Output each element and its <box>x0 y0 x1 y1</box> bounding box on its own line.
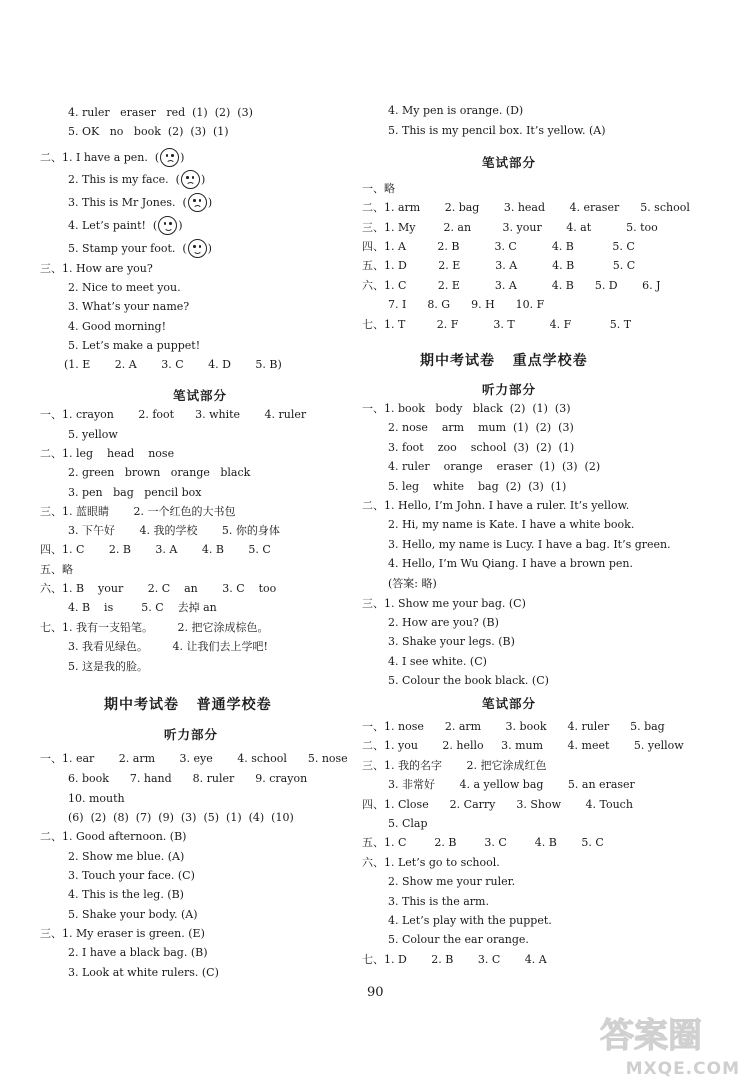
answer-line: 5. Colour the ear orange. <box>388 933 529 946</box>
answer-line: 七、1. D 2. B 3. C 4. A <box>362 953 547 966</box>
answer-line: 二、1. I have a pen. ( ) <box>40 148 184 167</box>
answer-line: 一、1. book body black (2) (1) (3) <box>362 402 571 415</box>
section-heading: 期中考试卷 重点学校卷 <box>420 353 588 369</box>
answer-line: 三、1. My 2. an 3. your 4. at 5. too <box>362 221 658 234</box>
answer-line: 4. Hello, I’m Wu Qiang. I have a brown pen. <box>388 557 633 570</box>
answer-line: 2. I have a black bag. (B) <box>68 946 208 959</box>
answer-line: 二、1. Good afternoon. (B) <box>40 830 187 843</box>
answer-line: 4. Good morning! <box>68 320 167 333</box>
answer-line: 5. leg white bag (2) (3) (1) <box>388 480 567 493</box>
answer-line: 3. 我看见绿色。 4. 让我们去上学吧! <box>68 640 268 653</box>
answer-line: 四、1. A 2. B 3. C 4. B 5. C <box>362 240 635 253</box>
answer-line: 4. ruler eraser red (1) (2) (3) <box>68 106 253 119</box>
answer-line: 5. 这是我的脸。 <box>68 660 148 673</box>
section-heading: 听力部分 <box>164 727 219 742</box>
answer-line: 一、1. crayon 2. foot 3. white 4. ruler <box>40 408 307 421</box>
answer-line: 5. Let’s make a puppet! <box>68 339 201 352</box>
answer-line: 四、1. C 2. B 3. A 4. B 5. C <box>40 543 271 556</box>
answer-line: 4. My pen is orange. (D) <box>388 104 524 117</box>
answer-line: 10. mouth <box>68 792 125 805</box>
answer-line: 六、1. Let’s go to school. <box>362 856 500 869</box>
answer-line: 3. Shake your legs. (B) <box>388 635 515 648</box>
answer-line: (1. E 2. A 3. C 4. D 5. B) <box>64 358 282 371</box>
answer-line: 三、1. Show me your bag. (C) <box>362 597 526 610</box>
answer-line: 4. B is 5. C 去掉 an <box>68 601 217 614</box>
answer-line: 六、1. B your 2. C an 3. C too <box>40 582 277 595</box>
answer-line: 七、1. 我有一支铅笔。 2. 把它涂成棕色。 <box>40 621 269 634</box>
answer-line: 4. Let’s play with the puppet. <box>388 914 552 927</box>
answer-line: 三、1. My eraser is green. (E) <box>40 927 205 940</box>
answer-line: 5. Clap <box>388 817 428 830</box>
answer-line: 5. OK no book (2) (3) (1) <box>68 125 229 138</box>
answer-line: 6. book 7. hand 8. ruler 9. crayon <box>68 772 308 785</box>
answer-line: 3. 下午好 4. 我的学校 5. 你的身体 <box>68 524 280 537</box>
answer-line: 3. This is the arm. <box>388 895 489 908</box>
frowning-face-icon <box>188 193 207 212</box>
answer-line: 4. This is the leg. (B) <box>68 888 184 901</box>
answer-line: 2. Nice to meet you. <box>68 281 181 294</box>
answer-line: 3. Look at white rulers. (C) <box>68 966 219 979</box>
section-heading: 笔试部分 <box>482 155 537 170</box>
answer-line: 5. yellow <box>68 428 118 441</box>
answer-line: 一、1. nose 2. arm 3. book 4. ruler 5. bag <box>362 720 665 733</box>
smiling-face-icon <box>188 239 207 258</box>
answer-line: 二、1. you 2. hello 3. mum 4. meet 5. yellow <box>362 739 684 752</box>
answer-line: 3. This is Mr Jones. ( ) <box>68 193 212 212</box>
answer-line: 2. This is my face. ( ) <box>68 170 205 189</box>
watermark-text: MXQE.COM <box>625 1059 740 1079</box>
answer-line: 2. nose arm mum (1) (2) (3) <box>388 421 574 434</box>
answer-line: 2. Show me blue. (A) <box>68 850 185 863</box>
answer-line: 二、1. Hello, I’m John. I have a ruler. It’s yellow. <box>362 499 630 512</box>
answer-line: 2. green brown orange black <box>68 466 251 479</box>
answer-line: 3. foot zoo school (3) (2) (1) <box>388 441 575 454</box>
answer-line: 4. I see white. (C) <box>388 655 487 668</box>
answer-line: 三、1. 我的名字 2. 把它涂成红色 <box>362 759 547 772</box>
answer-line: 3. Hello, my name is Lucy. I have a bag. It’s green. <box>388 538 671 551</box>
answer-line: 5. Shake your body. (A) <box>68 908 198 921</box>
answer-line: (6) (2) (8) (7) (9) (3) (5) (1) (4) (10) <box>68 811 294 824</box>
answer-line: 五、1. C 2. B 3. C 4. B 5. C <box>362 836 604 849</box>
answer-line: 4. Let’s paint! ( ) <box>68 216 183 235</box>
answer-line: 二、1. arm 2. bag 3. head 4. eraser 5. school <box>362 201 690 214</box>
answer-line: 一、略 <box>362 182 395 195</box>
answer-line: 四、1. Close 2. Carry 3. Show 4. Touch <box>362 798 633 811</box>
answer-line: 二、1. leg head nose <box>40 447 175 460</box>
frowning-face-icon <box>181 170 200 189</box>
frowning-face-icon <box>160 148 179 167</box>
answer-line: 三、1. How are you? <box>40 262 153 275</box>
answer-line: (答案: 略) <box>388 577 437 590</box>
section-heading: 期中考试卷 普通学校卷 <box>104 697 272 713</box>
page-number: 90 <box>367 985 384 1000</box>
section-heading: 笔试部分 <box>482 696 537 711</box>
answer-line: 7. I 8. G 9. H 10. F <box>388 298 545 311</box>
answer-line: 3. 非常好 4. a yellow bag 5. an eraser <box>388 778 635 791</box>
answer-line: 3. What’s your name? <box>68 300 190 313</box>
answer-line: 五、1. D 2. E 3. A 4. B 5. C <box>362 259 636 272</box>
section-heading: 笔试部分 <box>173 388 228 403</box>
answer-line: 七、1. T 2. F 3. T 4. F 5. T <box>362 318 632 331</box>
answer-line: 2. How are you? (B) <box>388 616 499 629</box>
answer-line: 5. Stamp your foot. ( ) <box>68 239 212 258</box>
answer-line: 六、1. C 2. E 3. A 4. B 5. D 6. J <box>362 279 661 292</box>
answer-line: 一、1. ear 2. arm 3. eye 4. school 5. nose <box>40 752 348 765</box>
smiling-face-icon <box>158 216 177 235</box>
answer-line: 2. Hi, my name is Kate. I have a white book. <box>388 518 635 531</box>
answer-line: 5. This is my pencil box. It’s yellow. (A) <box>388 124 606 137</box>
answer-line: 3. Touch your face. (C) <box>68 869 195 882</box>
answer-line: 2. Show me your ruler. <box>388 875 516 888</box>
answer-line: 5. Colour the book black. (C) <box>388 674 549 687</box>
answer-line: 3. pen bag pencil box <box>68 486 202 499</box>
answer-line: 4. ruler orange eraser (1) (3) (2) <box>388 460 601 473</box>
answer-line: 五、略 <box>40 563 73 576</box>
answer-line: 三、1. 蓝眼睛 2. 一个红色的大书包 <box>40 505 236 518</box>
section-heading: 听力部分 <box>482 382 537 397</box>
svg-text:答案圈: 答案圈 <box>600 1016 702 1056</box>
